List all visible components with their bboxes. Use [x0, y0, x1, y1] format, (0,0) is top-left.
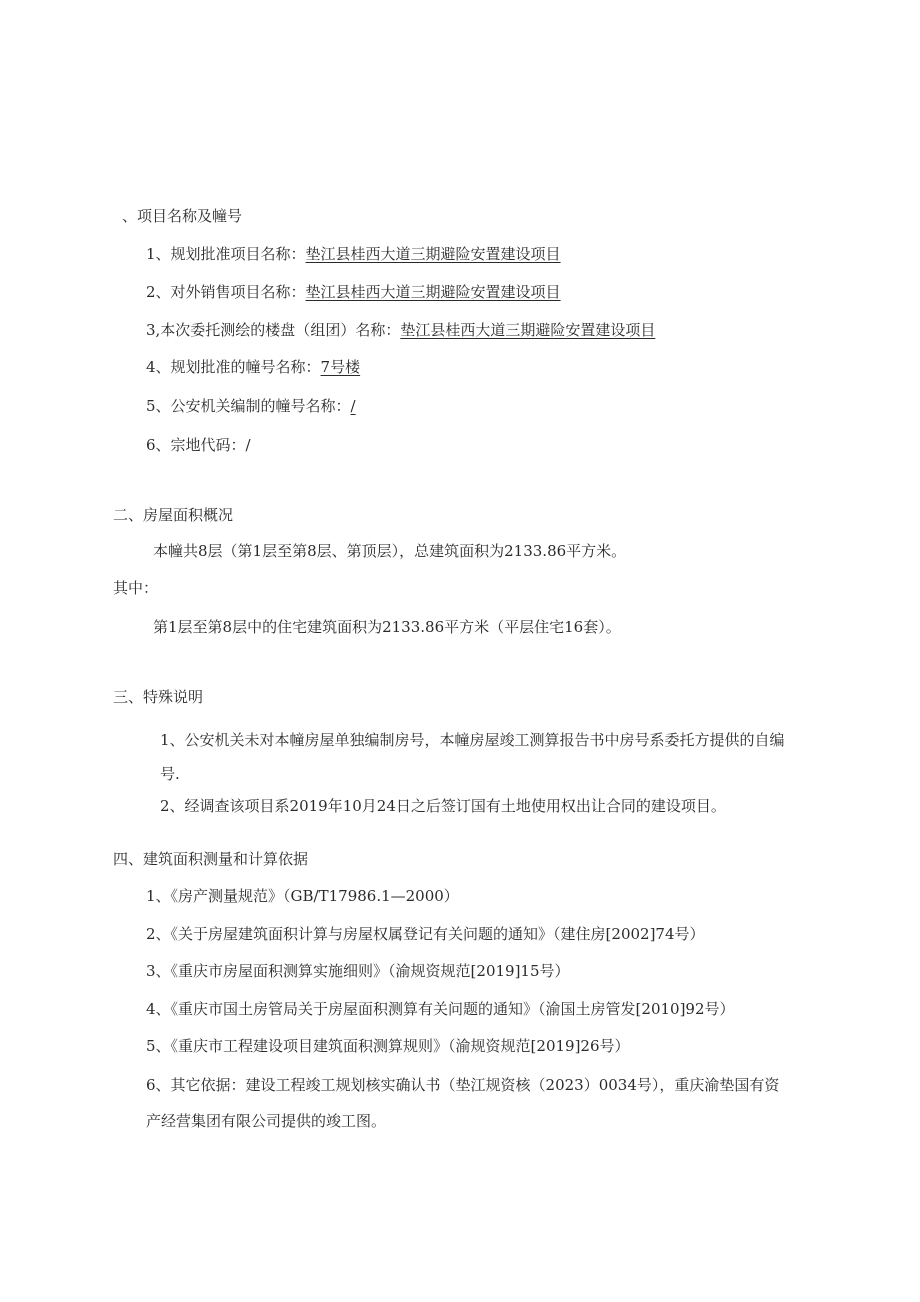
item-label: 4、规划批准的幢号名称：: [146, 358, 321, 376]
section4-item-4: 4、《重庆市国土房管局关于房屋面积测算有关问题的通知》（渝国土房管发[2010]92号）: [146, 1000, 735, 1018]
section4-heading: 四、建筑面积测量和计算依据: [113, 850, 309, 868]
item-label: 6、宗地代码：: [146, 436, 246, 454]
section1-item-5: [146, 396, 356, 416]
section3-item-1-cont: 号.: [160, 765, 180, 783]
section3-item-2: 2、经调查该项目系2019年10月24日之后签订国有土地使用权出让合同的建设项目。: [160, 797, 726, 815]
section4-item-3: 3、《重庆市房屋面积测算实施细则》（渝规资规范[2019]15号）: [146, 962, 570, 980]
section1-item-2: [146, 282, 561, 302]
item-value: /: [350, 397, 356, 415]
section1-item-3: [146, 320, 655, 340]
item-value: 垫江县桂西大道三期避险安置建设项目: [400, 321, 656, 339]
section1-item-6: [146, 435, 251, 455]
item-value: 7号楼: [320, 358, 361, 376]
section4-item-1: 1、《房产测量规范》（GB/T17986.1—2000）: [146, 887, 459, 905]
section1-heading: 、项目名称及幢号: [122, 207, 243, 225]
section2-heading: 二、房屋面积概况: [113, 506, 234, 524]
section3-heading: 三、特殊说明: [113, 688, 204, 706]
item-value: 垫江县桂西大道三期避险安置建设项目: [305, 283, 561, 301]
section3-item-1: 1、公安机关未对本幢房屋单独编制房号，本幢房屋竣工测算报告书中房号系委托方提供的自编: [160, 731, 785, 749]
section2-summary: 本幢共8层（第1层至第8层、第顶层），总建筑面积为2133.86平方米。: [153, 542, 627, 560]
section2-detail: 第1层至第8层中的住宅建筑面积为2133.86平方米（平层住宅16套）。: [153, 618, 621, 636]
section1-item-1: [146, 244, 561, 264]
item-label: 2、对外销售项目名称：: [146, 283, 306, 301]
section1-item-4: [146, 357, 360, 377]
section4-item-2: 2、《关于房屋建筑面积计算与房屋权属登记有关问题的通知》（建住房[2002]74号）: [146, 925, 705, 943]
section4-item-6-cont: 产经营集团有限公司提供的竣工图。: [146, 1112, 387, 1130]
item-value: /: [245, 436, 251, 454]
item-label: 3,本次委托测绘的楼盘（组团）名称：: [146, 321, 401, 339]
item-label: 5、公安机关编制的幢号名称：: [146, 397, 351, 415]
section4-item-5: 5、《重庆市工程建设项目建筑面积测算规则》（渝规资规范[2019]26号）: [146, 1037, 630, 1055]
section2-among-label: 其中：: [113, 579, 159, 597]
item-value: 垫江县桂西大道三期避险安置建设项目: [305, 245, 561, 263]
section4-item-6: 6、其它依据：建设工程竣工规划核实确认书（垫江规资核（2023）0034号），重庆渝垫国有资: [146, 1076, 780, 1094]
item-label: 1、规划批准项目名称：: [146, 245, 306, 263]
